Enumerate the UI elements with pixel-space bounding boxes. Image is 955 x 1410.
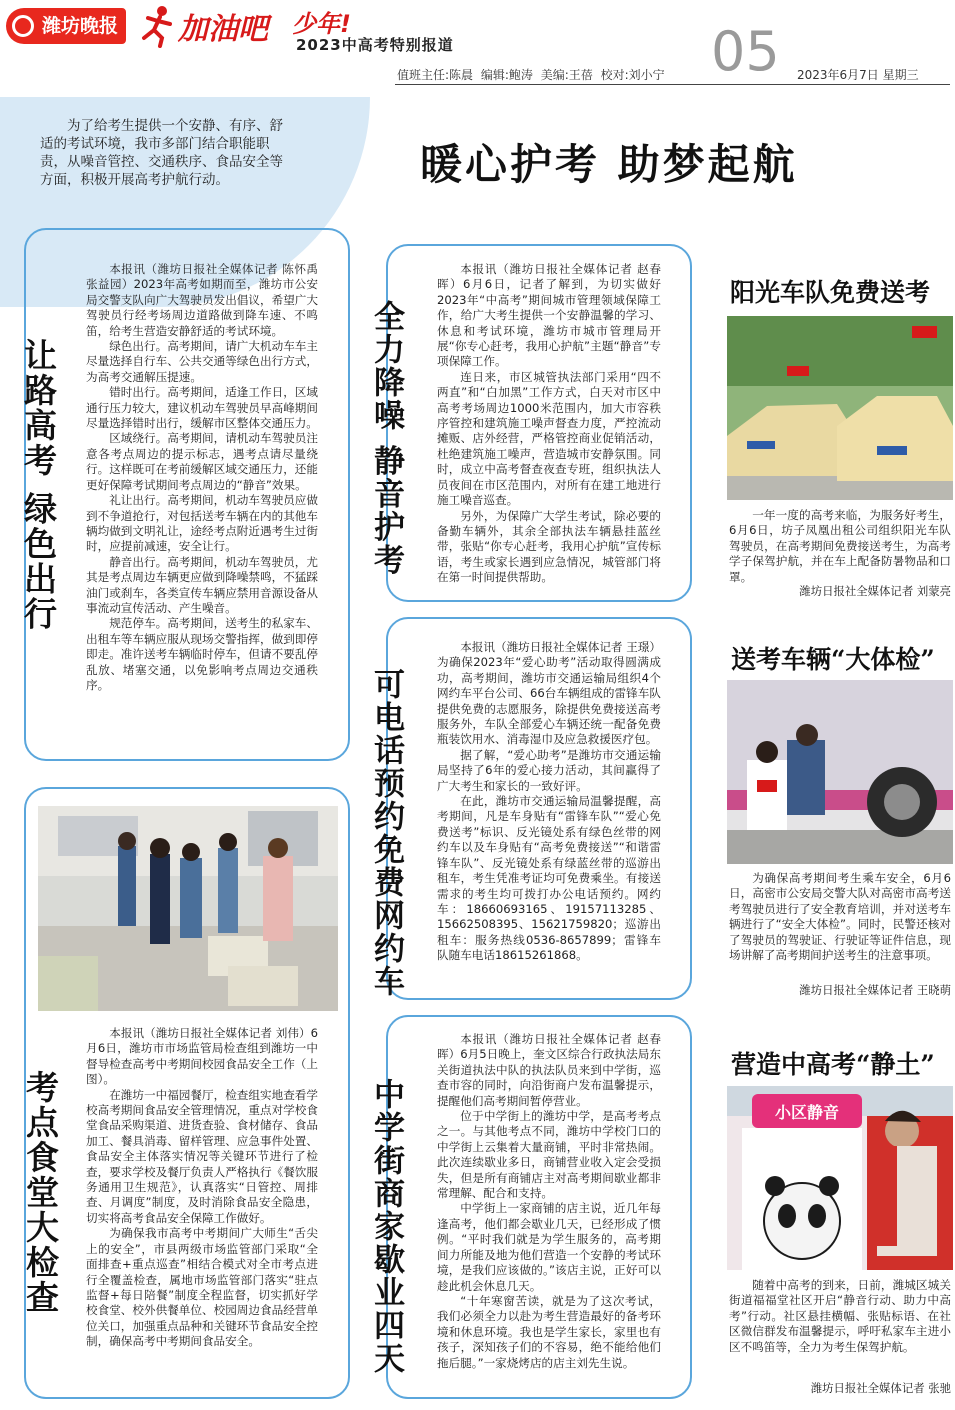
article-food-body: [86, 1026, 318, 1350]
slogan-part-a: 加油吧: [178, 12, 268, 47]
article-traffic-body: [86, 262, 318, 693]
paragraph: 为确保我市高考中考期间广大师生“舌尖上的安全”，市县两级市场监管部门采取“全面排查+重点巡查”相结合模式对全市考点进行全覆盖检查，属地市场监管部门落实“驻点监督+每日陪餐”制度全程监督，切实抓好学校食堂、校外供餐单位、校园周边食品经营单位关口，加强重点品种和关键环节食品安全控制，确保高考中考期间食品安全。: [86, 1226, 318, 1349]
sidebar-caption-vehicle-check: 为确保高考期间考生乘车安全，6月6日，高密市公安局交警大队对高密市高考送考驾驶员进行了安全教育培训，并对送考车辆进行了“安全大体检”。同时，民警还核对了驾驶员的驾驶证、行驶证等证件信息，现场讲解了高考期间护送考生的注意事项。: [729, 871, 951, 963]
paragraph: 静音出行。高考期间，机动车驾驶员，尤其是考点周边车辆更应做到降噪禁鸣，不猛踩油门或刹车，各类宣传车辆应禁用音源设备从事流动宣传活动、产生噪音。: [86, 554, 318, 615]
runner-icon: [132, 4, 180, 48]
slogan-part-b: 少年!: [292, 10, 351, 38]
logo-text: 潍坊晚报: [41, 15, 118, 37]
sidebar-caption-quiet-zone: 随着中高考的到来，日前，潍城区城关街道福福堂社区开启“静音行动、助力中高考”行动。社区悬挂横幅、张贴标语、在社区微信群发布温馨提示，呼吁私家车主进小区不鸣笛等，全力为考生保驾护航。: [729, 1278, 951, 1354]
editor-credits: 值班主任:陈晨 编辑:鲍涛 美编:王蓓 校对:刘小宁: [397, 68, 665, 82]
article-car-headline: 可电话预约免费网约车: [368, 668, 404, 998]
paragraph: 本报讯（潍坊日报社全媒体记者 王璟）为确保2023年“爱心助考”活动取得圆满成功，高考期间，潍坊市交通运输局组织4个网约车平台公司、66台车辆组成的雷锋车队提供免费的志愿服务，除提供免费接送高考服务外，车队全部爱心车辆还统一配备免费瓶装饮用水、消毒湿巾及应急救援医疗包。: [437, 640, 661, 747]
sidebar-credit-vehicle-check: 潍坊日报社全媒体记者 王晓萌: [799, 983, 951, 997]
paragraph: 本报讯（潍坊日报社全媒体记者 陈怀禹 张益园）2023年高考如期而至，潍坊市公安局交警支队向广大驾驶员发出倡议，希望广大驾驶员行经考场周边道路做到降车速、不鸣笛，给考生营造安静舒适的考试环境。: [86, 262, 318, 338]
newspaper-logo: [6, 8, 126, 44]
page-number: 05: [711, 20, 780, 83]
paragraph: 另外，为保障广大学生考试，除必要的备勤车辆外，其余全部执法车辆悬挂蓝丝带，张贴“你专心赶考，我用心护航”宣传标语，考生或家长遇到应急情况，城管部门将在第一时间提供帮助。: [437, 508, 661, 585]
sidebar-credit-quiet-zone: 潍坊日报社全媒体记者 张驰: [810, 1381, 951, 1395]
paragraph: 错时出行。高考期间，适逢工作日，区域通行压力较大，建议机动车驾驶员早高峰期间尽量选择错时出行，缓解市区整体交通压力。: [86, 385, 318, 431]
logo-mark-icon: [12, 15, 34, 37]
sidebar-title-sunshine-fleet: 阳光车队免费送考: [730, 278, 931, 307]
paragraph: 本报讯（潍坊日报社全媒体记者 刘伟）6月6日，潍坊市市场监管局检查组到潍坊一中督导检查高考中考期间校园食品安全工作（上图）。: [86, 1026, 318, 1087]
community-quiet-photo: [727, 1086, 953, 1270]
article-noise-headline: 全力降噪 静音护考: [368, 300, 404, 577]
article-street-headline: 中学街商家歇业四天: [368, 1078, 404, 1375]
paragraph: 规范停车。高考期间，送考生的私家车、出租车等车辆应服从现场交警指挥，做到即停即走。准许送考车辆临时停车，但请不要乱停乱放、堵塞交通，以免影响考点周边交通秩序。: [86, 616, 318, 692]
banner-text: 小区静音: [774, 1103, 840, 1122]
paragraph: 本报讯（潍坊日报社全媒体记者 赵春晖）6月5日晚上，奎文区综合行政执法局东关街道执法中队的执法队员来到中学街，巡查市容的同时，向沿街商户发布温馨提示，提醒他们高考期间暂停营业。: [437, 1032, 661, 1108]
article-traffic-headline: 让路高考 绿色出行: [19, 338, 58, 632]
intro-text: 为了给考生提供一个安静、有序、舒适的考试环境，我市多部门结合职能职责，从噪音管控、交通秩序、食品安全等方面，积极开展高考护航行动。: [40, 118, 283, 188]
paragraph: 连日来，市区城管执法部门采用“四不两直”和“白加黑”工作方式，白天对市区中高考考场周边1000米范围内，加大市容秩序管控和建筑施工噪声督查力度，严控流动摊贩、店外经营，严格管控商业促销活动，杜绝建筑施工噪声，营造城市安静氛围。同时，成立中高考督查夜查专班，组织执法人员夜间在市区范围内，对所有在建工地进行施工噪音巡查。: [437, 369, 661, 508]
paragraph: 在此，潍坊市交通运输局温馨提醒，高考期间，凡是车身贴有“雷锋车队”“爱心免费送考”标识、反光镜处系有绿色丝带的网约车以及车身贴有“高考免费接送”“和谐雷锋车队”、反光镜处系有绿蓝丝带的巡游出租车，考生凭准考证均可免费乘坐。有接送需求的考生均可拨打办公电话预约。网约车：18660693165、19157113285、15662508395、15621759820；巡游出租车：服务热线0536-8657899；雷锋车队随车电话18615261868。: [437, 794, 661, 963]
sidebar-title-vehicle-check: 送考车辆“大体检”: [731, 645, 935, 674]
paragraph: 在潍坊一中福园餐厅，检查组实地查看学校高考期间食品安全管理情况，重点对学校食堂食品采购渠道、进货查验、食材储存、食品加工、餐具消毒、留样管理、应急事件处置、食品安全主体落实情况等关键环节进行了检查，要求学校及餐厅负责人严格执行《餐饮服务通用卫生规范》，认真落实“日管控、周排查、月调度”制度，及时消除食品安全隐患，切实将高考食品安全保障工作做好。: [86, 1087, 318, 1225]
article-street-body: [437, 1032, 661, 1371]
page-main-title: 暖心护考 助梦起航: [420, 140, 798, 189]
paragraph: 礼让出行。高考期间，机动车驾驶员应做到不争道抢行，对包括送考车辆在内的其他车辆均做到文明礼让，途经考点附近遇考生过街时，应提前减速，安全让行。: [86, 493, 318, 554]
paragraph: 绿色出行。高考期间，请广大机动车车主尽量选择自行车、公共交通等绿色出行方式，为高考交通解压提速。: [86, 339, 318, 384]
header-rule: [395, 84, 950, 85]
paragraph: “十年寒窗苦读，就是为了这次考试，我们必须全力以赴为考生营造最好的备考环境和休息环境。我也是学生家长，家里也有孩子，深知孩子们的不容易，绝不能给他们拖后腿。”一家烧烤店的店主刘先生说。: [437, 1293, 661, 1370]
article-food-headline: 考点食堂大检查: [21, 1070, 60, 1315]
article-noise-body: [437, 262, 661, 586]
paragraph: 区域绕行。高考期间，请机动车驾驶员注意各考点周边的提示标志，遇考点请尽量绕行。这样既可在考前缓解区域交通压力，还能更好保障考试期间考点周边的“静音”效果。: [86, 431, 318, 492]
paragraph: 位于中学街上的潍坊中学，是高考考点之一。与其他考点不同，潍坊中学校门口的中学街上云集着大量商铺，平时非常热闹。此次连续歇业多日，商铺营业收入定会受损失，但是所有商铺店主对高考期间歇业都非常理解、配合和支持。: [437, 1109, 661, 1201]
sidebar-credit-sunshine-fleet: 潍坊日报社全媒体记者 刘蒙亮: [799, 584, 951, 598]
special-report-subtitle: 2023中高考特别报道: [296, 36, 454, 54]
article-car-body: [437, 640, 661, 964]
paragraph: 中学街上一家商铺的店主说，近几年每逢高考，他们都会歇业几天，已经形成了惯例。“平时我们就是为学生服务的，高考期间力所能及地为他们营造一个安静的考试环境，是我们应该做的。”该店主说，正好可以趁此机会休息几天。: [437, 1201, 661, 1293]
issue-date: 2023年6月7日 星期三: [797, 68, 919, 82]
paragraph: 本报讯（潍坊日报社全媒体记者 赵春晖）6月6日，记者了解到，为切实做好2023年“中高考”期间城市管理领域保障工作，给广大考生提供一个安静温馨的学习、休息和考试环境，潍坊市城市管理局开展“你专心赶考，我用心护航”主题“静音”专项保障工作。: [437, 262, 661, 369]
taxi-fleet-photo: [727, 316, 953, 500]
canteen-inspection-photo: [38, 806, 338, 1011]
paragraph: 据了解，“爱心助考”是潍坊市交通运输局坚持了6年的爱心接力活动，其间赢得了广大考生和家长的一致好评。: [437, 747, 661, 793]
vehicle-inspection-photo: [727, 680, 953, 864]
sidebar-title-quiet-zone: 营造中高考“静土”: [731, 1050, 935, 1079]
sidebar-caption-sunshine-fleet: 一年一度的高考来临，为服务好考生，6月6日，坊子凤凰出租公司组织阳光车队驾驶员，在高考期间免费接送考生，为高考学子保驾护航，并在车上配备防暑物品和口罩。: [729, 508, 951, 584]
